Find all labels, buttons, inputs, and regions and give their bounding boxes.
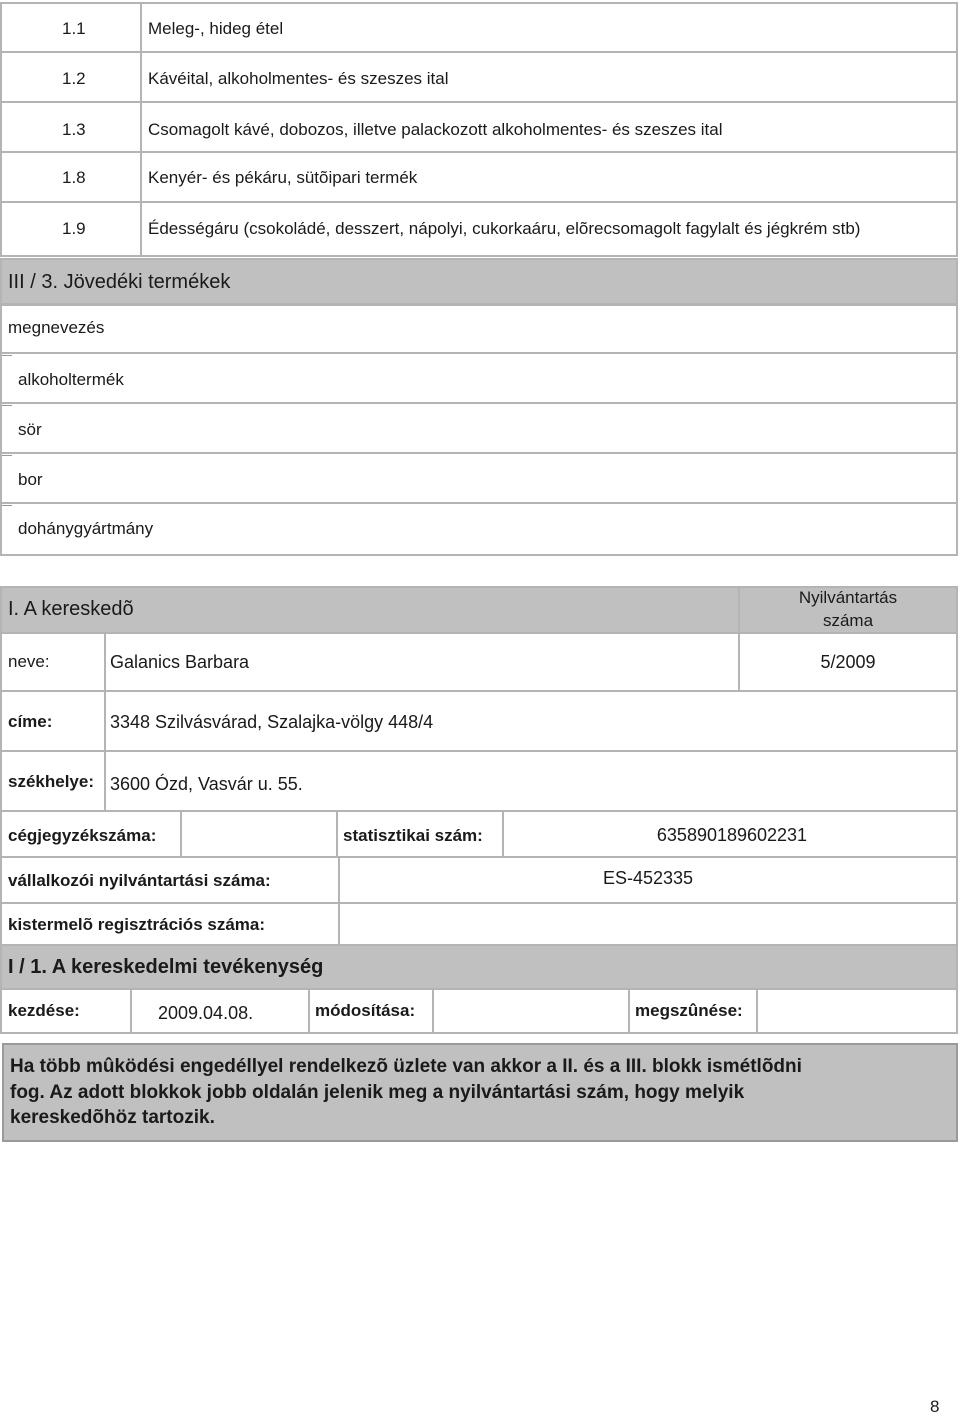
excise-row (0, 402, 958, 454)
start-label: kezdése: (8, 1001, 80, 1020)
excise-item: sör (18, 420, 42, 439)
name-label: neve: (8, 652, 50, 671)
modified-label: módosítása: (315, 1001, 416, 1020)
activity-title: I / 1. A kereskedelmi tevékenység (8, 956, 324, 978)
excise-item: dohánygyártmány (18, 519, 154, 538)
notice-line-2: fog. Az adott blokkok jobb oldalán jelenik meg a nyilvántartási szám, hogy melyik (10, 1082, 745, 1103)
end-label: megszûnése: (635, 1001, 743, 1020)
product-label: Édességáru (csokoládé, desszert, nápolyi, cukorkaáru, elõrecsomagolt fagylalt és jégkrém stb) (148, 219, 861, 238)
excise-item: alkoholtermék (18, 370, 124, 389)
product-label: Kávéital, alkoholmentes- és szeszes ital (148, 69, 449, 88)
product-code: 1.9 (62, 219, 86, 238)
trader-title: I. A kereskedõ (8, 598, 134, 620)
row-marker (2, 405, 12, 406)
product-label: Meleg-, hideg étel (148, 19, 284, 38)
trader-seat: 3600 Ózd, Vasvár u. 55. (110, 774, 303, 794)
entrepreneur-label: vállalkozói nyilvántartási száma: (8, 871, 271, 890)
product-code: 1.1 (62, 19, 86, 38)
reg-number-header-line1: Nyilvántartás (798, 588, 898, 607)
trader-name: Galanics Barbara (110, 652, 250, 672)
notice-box (2, 1043, 958, 1142)
excise-col-header: megnevezés (8, 318, 105, 337)
producer-value-cell (338, 902, 958, 946)
modified-value-cell (432, 988, 630, 1034)
notice-line-3: kereskedõhöz tartozik. (10, 1107, 215, 1128)
row-marker (2, 505, 12, 506)
row-marker (2, 455, 12, 456)
reg-number: 5/2009 (820, 652, 876, 672)
trader-address: 3348 Szilvásvárad, Szalajka-völgy 448/4 (110, 712, 434, 732)
stat-label: statisztikai szám: (343, 826, 483, 845)
notice-line-1: Ha több mûködési engedéllyel rendelkezõ üzlete van akkor a II. és a III. blokk ismétlõdni (10, 1056, 802, 1077)
excise-title: III / 3. Jövedéki termékek (8, 271, 231, 293)
company-reg-value-cell (180, 810, 338, 858)
row-marker (2, 355, 12, 356)
seat-label: székhelye: (8, 772, 94, 791)
reg-number-header-line2: száma (822, 611, 874, 630)
company-reg-label: cégjegyzékszáma: (8, 826, 157, 845)
end-value-cell (756, 988, 958, 1034)
excise-row (0, 452, 958, 504)
excise-row (0, 352, 958, 404)
page-number: 8 (930, 1397, 940, 1416)
product-code: 1.8 (62, 168, 86, 187)
product-label: Csomagolt kávé, dobozos, illetve palackozott alkoholmentes- és szeszes ital (148, 120, 723, 139)
stat-value: 635890189602231 (656, 825, 808, 845)
product-code: 1.3 (62, 120, 86, 139)
address-label: címe: (8, 712, 53, 731)
entrepreneur-value: ES-452335 (602, 868, 694, 888)
excise-item: bor (18, 470, 43, 489)
producer-label: kistermelõ regisztrációs száma: (8, 915, 266, 934)
excise-col-header-cell (0, 304, 958, 354)
product-code: 1.2 (62, 69, 86, 88)
product-label: Kenyér- és pékáru, sütõipari termék (148, 168, 418, 187)
start-value: 2009.04.08. (158, 1003, 254, 1023)
